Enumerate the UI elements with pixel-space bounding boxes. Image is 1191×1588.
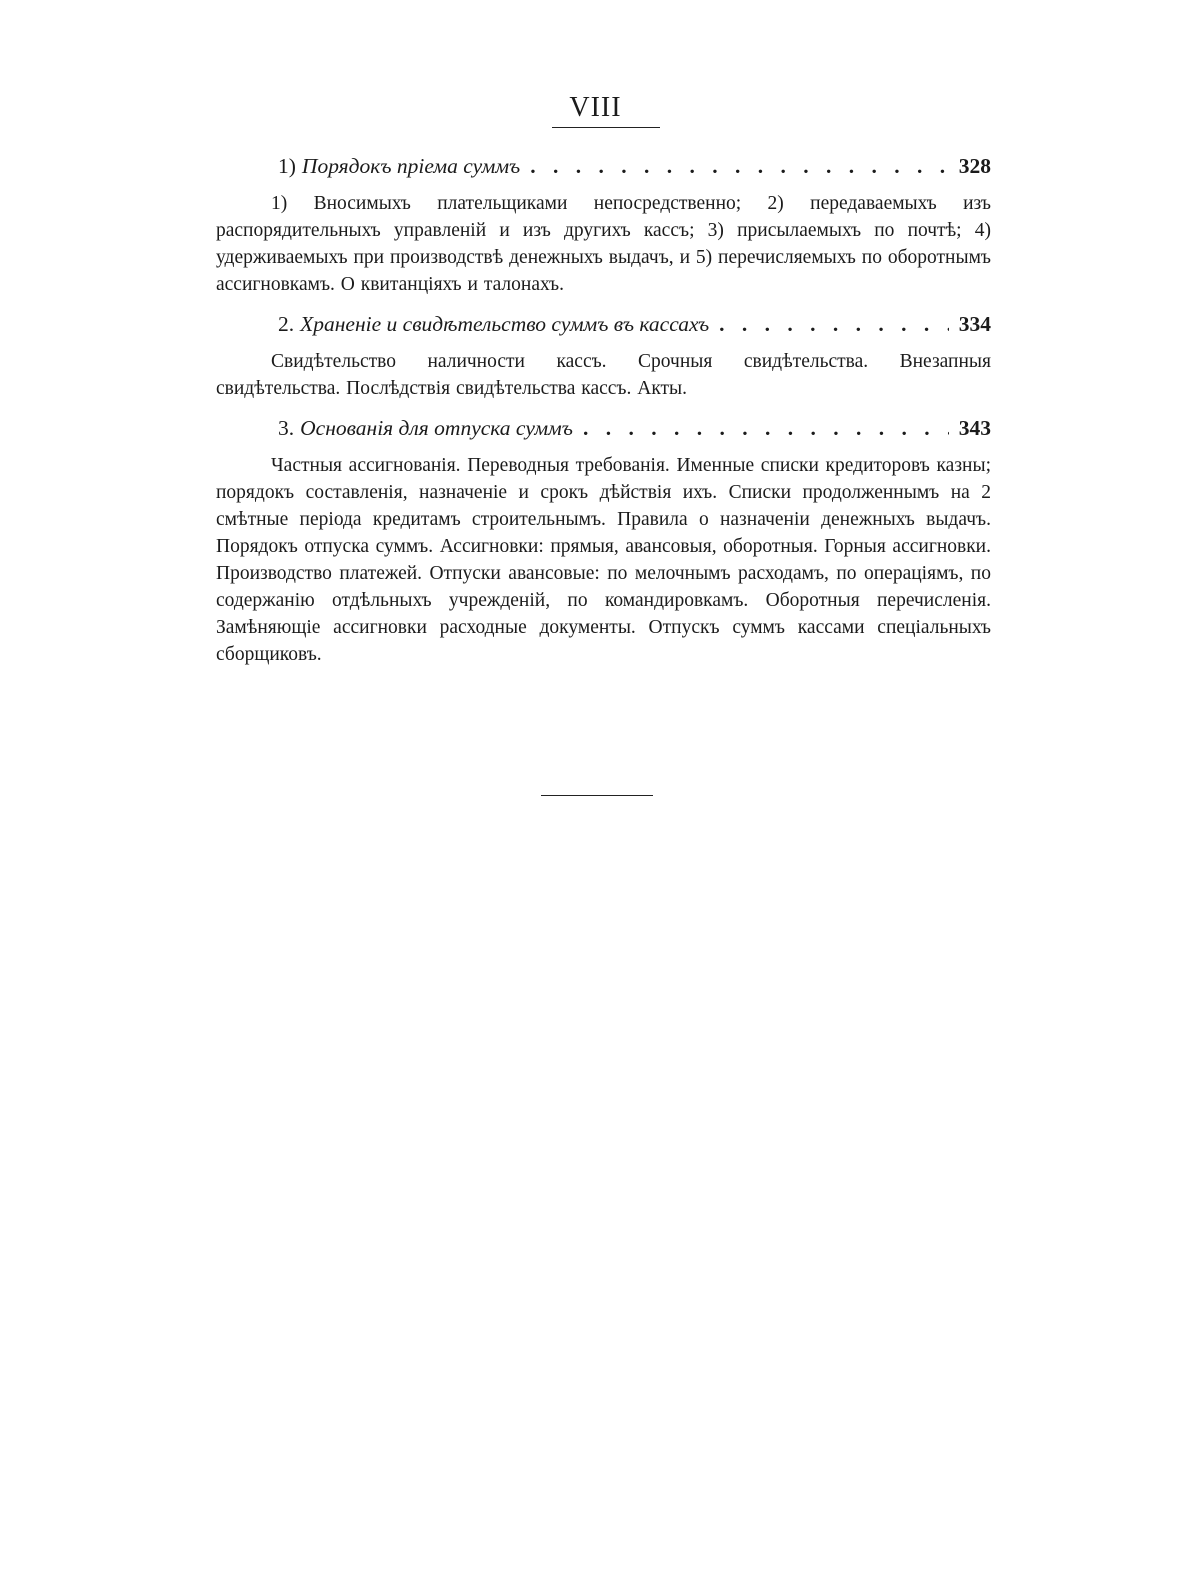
entry-page: 343 <box>958 416 991 440</box>
toc-entry-2-heading <box>216 308 991 340</box>
page-number: VIII <box>569 92 622 123</box>
toc-entry-1-description: 1) Вносимыхъ плательщиками непосредственно; 2) передаваемыхъ изъ распорядительныхъ управленій и изъ другихъ кассъ; 3) присылаемыхъ по почтѣ; 4) удерживаемыхъ при производствѣ денежныхъ выдачъ, и 5) перечисляемыхъ по оборотнымъ ассигновкамъ. О квитанціяхъ и талонахъ. <box>216 193 991 295</box>
dot-leader <box>583 412 949 444</box>
entry-title: Храненіе и свидѣтельство суммъ въ кассахъ <box>300 312 710 336</box>
toc-entry-1-heading <box>216 150 991 182</box>
entry-page: 334 <box>958 312 991 336</box>
header-rule <box>552 127 660 128</box>
table-of-contents <box>216 150 991 678</box>
entry-title: Основанія для отпуска суммъ <box>300 416 573 440</box>
entry-number: 2. <box>278 312 295 336</box>
toc-entry-2-description: Свидѣтельство наличности кассъ. Срочныя свидѣтельства. Внезапныя свидѣтельства. Послѣдствія свидѣтельства кассъ. Акты. <box>216 351 991 399</box>
dot-leader <box>719 308 949 340</box>
entry-number: 1) <box>278 154 296 178</box>
entry-title: Порядокъ пріема суммъ <box>301 154 521 178</box>
toc-entry-3-heading <box>216 412 991 444</box>
entry-page: 328 <box>958 154 991 178</box>
toc-entry-3-description: Частныя ассигнованія. Переводныя требованія. Именные списки кредиторовъ казны; порядокъ составленія, назначеніе и срокъ дѣйствія ихъ. Списки продолженнымъ на 2 смѣтные періода кредитамъ строительнымъ. Правила о назначеніи денежныхъ выдачъ. Порядокъ отпуска суммъ. Ассигновки: прямыя, авансовыя, оборотныя. Горныя ассигновки. Производство платежей. Отпуски авансовые: по мелочнымъ расходамъ, по операціямъ, по содержанію отдѣльныхъ учрежденій, по командировкамъ. Оборотныя перечисленія. Замѣняющіе ассигновки расходные документы. Отпускъ суммъ кассами спеціальныхъ сборщиковъ. <box>216 455 991 665</box>
footer-rule <box>541 795 653 796</box>
entry-number: 3. <box>278 416 295 440</box>
dot-leader <box>530 150 949 182</box>
